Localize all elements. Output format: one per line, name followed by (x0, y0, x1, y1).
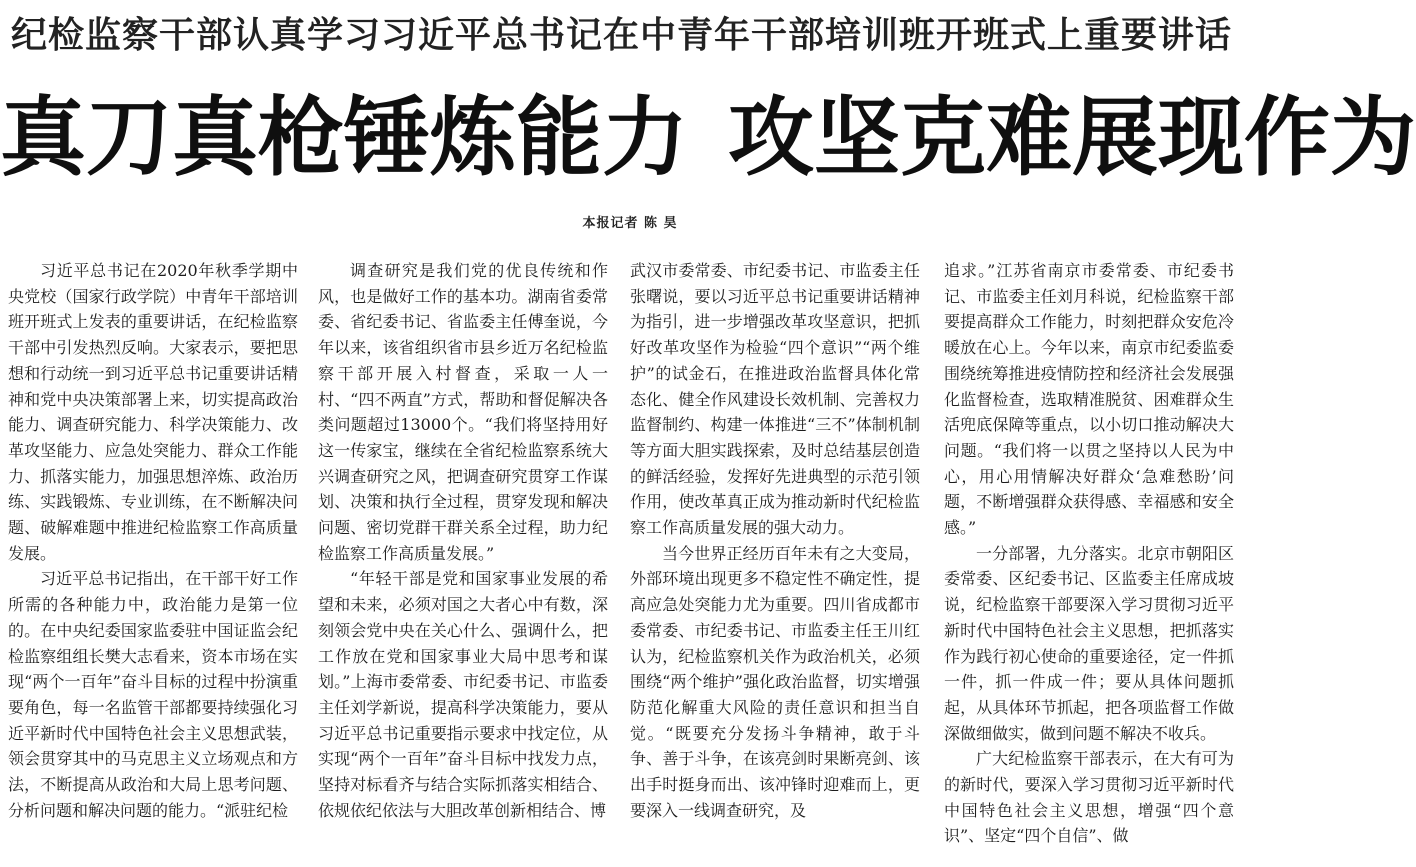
headline-part-2: 攻坚克难展现作为 (728, 88, 1416, 188)
paragraph: 武汉市委常委、市纪委书记、市监委主任张曙说，要以习近平总书记重要讲话精神为指引，进一步增强改革攻坚意识，把抓好改革攻坚作为检验“四个意识”“两个维护”的试金石，在推进政治监督具体化常态化、健全作风建设长效机制、完善权力监督制约、构建一体推进“三不”体制机制等方面大胆实践探索，及时总结基层创造的鲜活经验，发挥好先进典型的示范引领作用，使改革真正成为推动新时代纪检监察工作高质量发展的强大动力。 (630, 261, 920, 538)
text-column-2 (318, 258, 608, 867)
article-body (0, 258, 1243, 867)
paragraph: 广大纪检监察干部表示，在大有可为的新时代，要深入学习贯彻习近平新时代中国特色社会主义思想，增强“四个意识”、坚定“四个自信”、做 (944, 749, 1234, 846)
text-column-4 (944, 258, 1234, 867)
paragraph: 习近平总书记指出，在干部干好工作所需的各种能力中，政治能力是第一位的。在中央纪委国家监委驻中国证监会纪检监察组组长樊大志看来，资本市场在实现“两个一百年”奋斗目标的过程中扮演重要角色，每一名监管干部都要持续强化习近平新时代中国特色社会主义思想武装，领会贯穿其中的马克思主义立场观点和方法，不断提高从政治和大局上思考问题、分析问题和解决问题的能力。“派驻纪检 (8, 569, 298, 820)
paragraph: “年轻干部是党和国家事业发展的希望和未来，必须对国之大者心中有数，深刻领会党中央在关心什么、强调什么，把工作放在党和国家事业大局中思考和谋划。”上海市委常委、市纪委书记、市监委主任刘学新说，提高科学决策能力，要从习近平总书记重要指示要求中找定位，从实现“两个一百年”奋斗目标中找发力点，坚持对标看齐与结合实际抓落实相结合、依规依纪依法与大胆改革创新相结合、博 (318, 569, 608, 820)
paragraph: 追求。”江苏省南京市委常委、市纪委书记、市监委主任刘月科说，纪检监察干部要提高群众工作能力，时刻把群众安危冷暖放在心上。今年以来，南京市纪委监委围绕统筹推进疫情防控和经济社会发展强化监督检查，选取精准脱贫、困难群众生活兜底保障等重点，以小切口推动解决大问题。“我们将一以贯之坚持以人民为中心，用心用情解决好群众‘急难愁盼’问题，不断增强群众获得感、幸福感和安全感。” (944, 261, 1234, 538)
headline-part-1: 真刀真枪锤炼能力 (0, 88, 688, 188)
paragraph: 一分部署，九分落实。北京市朝阳区委常委、区纪委书记、区监委主任席成坡说，纪检监察干部要深入学习贯彻习近平新时代中国特色社会主义思想，把抓落实作为践行初心使命的重要途径，定一件抓一件，抓一件成一件；要从具体问题抓起，从具体环节抓起，把各项监督工作做深做细做实，做到问题不解决不收兵。 (944, 543, 1234, 743)
text-column-3 (630, 258, 920, 867)
article-byline: 本报记者 陈 昊 (582, 216, 678, 231)
paragraph: 当今世界正经历百年未有之大变局，外部环境出现更多不稳定性不确定性，提高应急处突能力尤为重要。四川省成都市委常委、市纪委书记、市监委主任王川红认为，纪检监察机关作为政治机关，必须围绕“两个维护”强化政治监督，切实增强防范化解重大风险的责任意识和担当自觉。“既要充分发扬斗争精神，敢于斗争、善于斗争，在该亮剑时果断亮剑、该出手时挺身而出、该冲锋时迎难而上，更要深入一线调查研究，及 (630, 543, 920, 820)
paragraph: 习近平总书记在2020年秋季学期中央党校（国家行政学院）中青年干部培训班开班式上发表的重要讲话，在纪检监察干部中引发热烈反响。大家表示，要把思想和行动统一到习近平总书记重要讲话精神和党中央决策部署上来，切实提高政治能力、调查研究能力、科学决策能力、改革攻坚能力、应急处突能力、群众工作能力、抓落实能力，加强思想淬炼、政治历练、实践锻炼、专业训练，在不断解决问题、破解难题中推进纪检监察工作高质量发展。 (8, 261, 298, 563)
text-column-1 (8, 258, 298, 867)
paragraph: 调查研究是我们党的优良传统和作风，也是做好工作的基本功。湖南省委常委、省纪委书记、省监委主任傅奎说，今年以来，该省组织省市县乡近万名纪检监察干部开展入村督查，采取一人一村、“四不两直”方式，帮助和督促解决各类问题超过13000个。“我们将坚持用好这一传家宝，继续在全省纪检监察系统大兴调查研究之风，把调查研究贯穿工作谋划、决策和执行全过程，贯穿发现和解决问题、密切党群干群关系全过程，助力纪检监察工作高质量发展。” (318, 261, 608, 563)
article-kicker: 纪检监察干部认真学习习近平总书记在中青年干部培训班开班式上重要讲话 (10, 15, 1232, 56)
article-headline (0, 82, 1416, 194)
